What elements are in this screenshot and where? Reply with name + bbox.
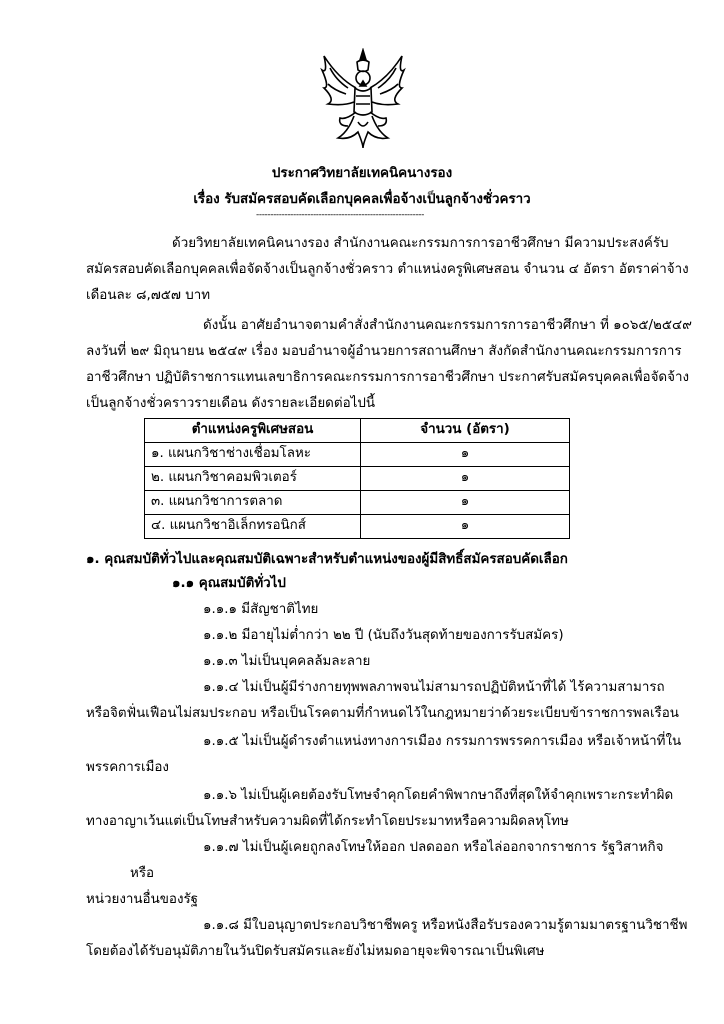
qualification-item: ๑.๑.๕ ไม่เป็นผู้ดำรงตำแหน่งทางการเมือง กรรมการพรรคการเมือง หรือเจ้าหน้าที่ใน — [203, 734, 682, 749]
garuda-emblem-icon — [318, 48, 408, 150]
authority-line-1: ดังนั้น อาศัยอำนาจตามคำสั่งสำนักงานคณะกรรมการการอาชีวศึกษา ที่ ๑๐๖๕/๒๕๔๙ — [203, 318, 692, 333]
column-header-count: จำนวน (อัตรา) — [361, 419, 570, 443]
section-1-heading: ๑. คุณสมบัติทั่วไปและคุณสมบัติเฉพาะสำหรับตำแหน่งของผู้มีสิทธิ์สมัครสอบคัดเลือก — [86, 552, 568, 567]
position-name: ๑. แผนกวิชาช่างเชื่อมโลหะ — [145, 443, 361, 467]
table-row — [145, 443, 570, 467]
position-name: ๓. แผนกวิชาการตลาด — [145, 491, 361, 515]
announcement-title: ประกาศวิทยาลัยเทคนิคนางรอง — [271, 166, 453, 181]
positions-table — [144, 418, 570, 539]
qualification-item-cont: หรือ — [130, 866, 155, 881]
authority-line-4: เป็นลูกจ้างชั่วคราวรายเดือน ดังรายละเอียดต่อไปนี้ — [86, 396, 376, 411]
qualification-item-cont: โดยต้องได้รับอนุมัติภายในวันปิดรับสมัครและยังไม่หมดอายุจะพิจารณาเป็นพิเศษ — [86, 944, 545, 959]
position-count: ๑ — [361, 443, 570, 467]
qualification-item-cont: ทางอาญาเว้นแต่เป็นโทษสำหรับความผิดที่ได้กระทำโดยประมาทหรือความผิดลหุโทษ — [86, 814, 569, 829]
qualification-item: ๑.๑.๓ ไม่เป็นบุคคลล้มละลาย — [203, 654, 371, 669]
table-row — [145, 491, 570, 515]
intro-line-3: เดือนละ ๘,๗๕๗ บาท — [86, 288, 211, 303]
qualification-item: ๑.๑.๒ มีอายุไม่ต่ำกว่า ๒๒ ปี (นับถึงวันสุดท้ายของการรับสมัคร) — [203, 628, 564, 643]
intro-line-1: ด้วยวิทยาลัยเทคนิคนางรอง สำนักงานคณะกรรมการการอาชีวศึกษา มีความประสงค์รับ — [172, 236, 669, 251]
section-1-1-heading: ๑.๑ คุณสมบัติทั่วไป — [172, 576, 286, 591]
position-count: ๑ — [361, 515, 570, 539]
title-divider: ----------------------------------------------------------- — [256, 210, 425, 220]
authority-line-3: อาชีวศึกษา ปฏิบัติราชการแทนเลขาธิการคณะกรรมการการอาชีวศึกษา ประกาศรับสมัครบุคคลเพื่อจัดจ้าง — [86, 370, 690, 385]
authority-line-2: ลงวันที่ ๒๙ มิถุนายน ๒๕๔๙ เรื่อง มอบอำนาจผู้อำนวยการสถานศึกษา สังกัดสำนักงานคณะกรรมการการ — [86, 344, 682, 359]
position-count: ๑ — [361, 491, 570, 515]
qualification-item: ๑.๑.๖ ไม่เป็นผู้เคยต้องรับโทษจำคุกโดยคำพิพากษาถึงที่สุดให้จำคุกเพราะกระทำผิด — [203, 788, 674, 803]
qualification-item-cont: หน่วยงานอื่นของรัฐ — [86, 892, 199, 907]
qualification-item: ๑.๑.๗ ไม่เป็นผู้เคยถูกลงโทษให้ออก ปลดออก หรือไล่ออกจากราชการ รัฐวิสาหกิจ — [203, 840, 664, 855]
position-name: ๔. แผนกวิชาอิเล็กทรอนิกส์ — [145, 515, 361, 539]
qualification-item: ๑.๑.๔ ไม่เป็นผู้มีร่างกายทุพพลภาพจนไม่สามารถปฏิบัติหน้าที่ได้ ไร้ความสามารถ — [203, 680, 665, 695]
announcement-subject: เรื่อง รับสมัครสอบคัดเลือกบุคคลเพื่อจ้างเป็นลูกจ้างชั่วคราว — [193, 192, 531, 207]
table-row — [145, 467, 570, 491]
intro-line-2: สมัครสอบคัดเลือกบุคคลเพื่อจัดจ้างเป็นลูกจ้างชั่วคราว ตำแหน่งครูพิเศษสอน จำนวน ๔ อัตรา อัตราค่าจ้าง — [86, 262, 689, 277]
column-header-position: ตำแหน่งครูพิเศษสอน — [145, 419, 361, 443]
qualification-item: ๑.๑.๑ มีสัญชาติไทย — [203, 602, 319, 617]
position-count: ๑ — [361, 467, 570, 491]
table-header-row — [145, 419, 570, 443]
qualification-item-cont: พรรคการเมือง — [86, 760, 169, 775]
qualification-item-cont: หรือจิตฟั่นเฟือนไม่สมประกอบ หรือเป็นโรคตามที่กำหนดไว้ในกฎหมายว่าด้วยระเบียบข้าราชการพลเรือน — [86, 706, 679, 721]
position-name: ๒. แผนกวิชาคอมพิวเตอร์ — [145, 467, 361, 491]
qualification-item: ๑.๑.๘ มีใบอนุญาตประกอบวิชาชีพครู หรือหนังสือรับรองความรู้ตามมาตรฐานวิชาชีพ — [203, 918, 688, 933]
table-row — [145, 515, 570, 539]
